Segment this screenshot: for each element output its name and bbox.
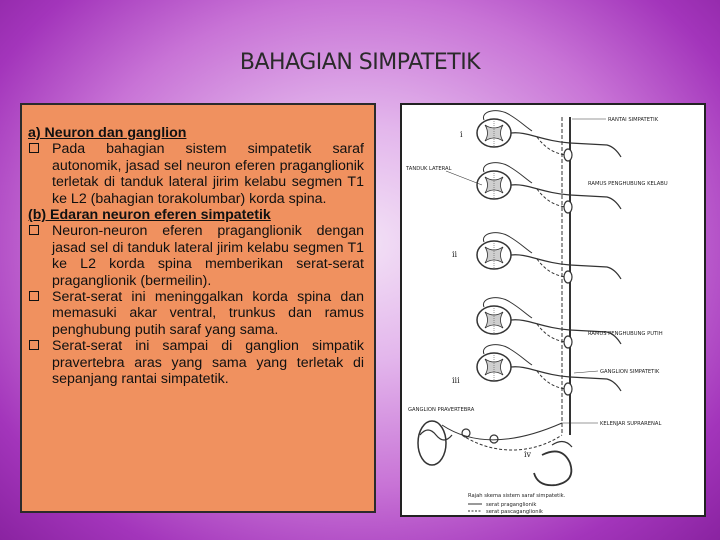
label-ganglion-pravertebra: GANGLION PRAVERTEBRA — [408, 407, 475, 413]
chain-ganglion-shape — [564, 149, 572, 161]
section-heading-a: a) Neuron dan ganglion — [28, 125, 187, 141]
text-panel — [20, 103, 376, 513]
legend-item: serat praganglionik — [486, 502, 537, 508]
checkbox-bullet-icon — [29, 340, 39, 350]
spinal-segments — [477, 111, 621, 395]
roman-label: ii — [452, 250, 458, 259]
bullet-item — [28, 223, 364, 289]
chain-ganglion-shape — [564, 336, 572, 348]
bullet-text: Pada bahagian sistem simpatetik saraf autonomik, jasad sel neuron eferen praganglionik terletak di tanduk lateral jirim kelabu segmen T1 ke L2 (bahagian torakolumbar) korda spina. — [52, 141, 364, 207]
legend-item: serat pascaganglionik — [486, 509, 543, 515]
figure-caption: Rajah skema sistem saraf simpatetik. — [468, 493, 566, 499]
roman-label: iii — [452, 376, 460, 385]
label-ramus-kelabu: RAMUS PENGHUBUNG KELABU — [588, 181, 668, 187]
roman-label: i — [460, 130, 463, 139]
bullet-item — [28, 289, 364, 338]
spinal-cord-segment — [477, 233, 621, 283]
label-ramus-putih: RAMUS PENGHUBUNG PUTIH — [588, 331, 663, 337]
label-tanduk-lateral: TANDUK LATERAL — [406, 166, 452, 172]
bullet-text: Neuron-neuron eferen praganglionik dengan jasad sel di tanduk lateral jirim kelabu segmen T1 ke L2 korda spina memberikan serat-serat praganglionik (bermeilin). — [52, 223, 364, 289]
slide-title: BAHAGIAN SIMPATETIK — [239, 50, 481, 75]
label-kelenjar-suprarenal: KELENJAR SUPRARENAL — [600, 421, 662, 427]
checkbox-bullet-icon — [29, 225, 39, 235]
bullet-text: Serat-serat ini meninggalkan korda spina dan memasuki akar ventral, trunkus dan ramus penghubung putih saraf yang sama. — [52, 289, 364, 338]
spinal-cord-segment — [477, 298, 621, 348]
section-heading-b: (b) Edaran neuron eferen simpatetik — [28, 207, 271, 224]
bullet-item — [28, 338, 364, 387]
label-ganglion-simpatetik: GANGLION SIMPATETIK — [600, 369, 660, 375]
spinal-cord-segment — [477, 163, 621, 213]
checkbox-bullet-icon — [29, 143, 39, 153]
roman-label: iv — [524, 450, 532, 459]
bullet-text: Serat-serat ini sampai di ganglion simpatik pravertebra aras yang sama yang terletak di sepanjang rantai simpatetik. — [52, 338, 364, 388]
spinal-cord-segment — [477, 111, 621, 161]
diagram-svg — [402, 105, 704, 515]
sympathetic-diagram-figure — [400, 103, 706, 517]
label-rantai-simpatetik: RANTAI SIMPATETIK — [608, 117, 659, 123]
chain-ganglion-shape — [564, 201, 572, 213]
intestine-shape — [418, 421, 446, 465]
chain-ganglion-shape — [564, 271, 572, 283]
kidney-shape — [534, 451, 571, 485]
bullet-item — [28, 141, 364, 207]
checkbox-bullet-icon — [29, 291, 39, 301]
chain-ganglion-shape — [564, 383, 572, 395]
